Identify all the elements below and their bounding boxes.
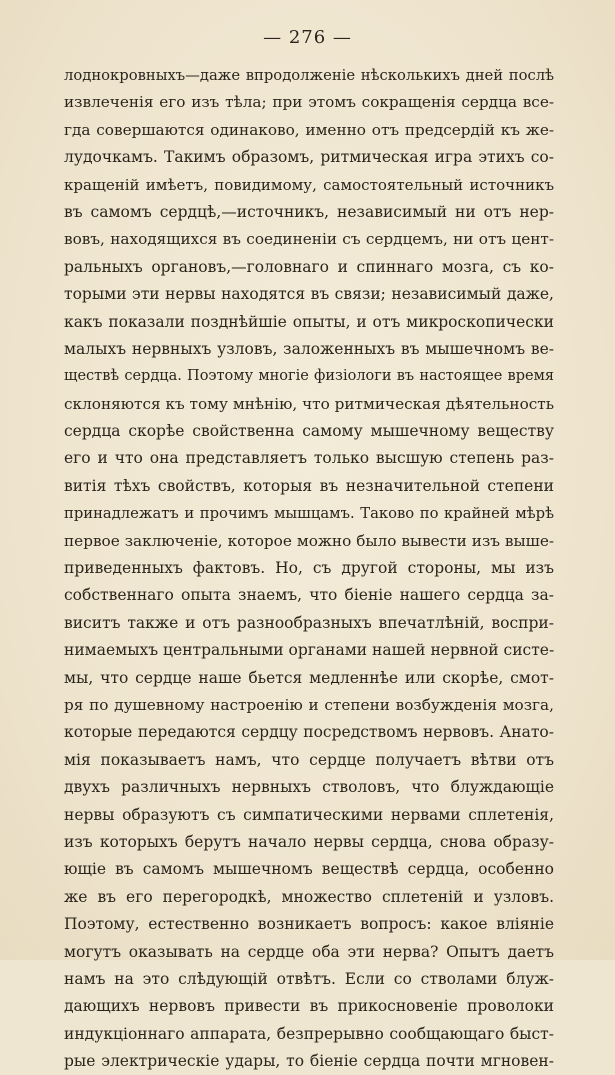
body-text [64,62,554,1075]
text-line: могутъ оказывать на сердце оба эти нерва? Опытъ даетъ [64,942,554,961]
text-line: ющіе въ самомъ мышечномъ веществѣ сердца, особенно [64,860,554,879]
text-line: же въ его перегородкѣ, множество сплетеній и узловъ. [64,887,554,906]
text-line: лудочкамъ. Такимъ образомъ, ритмическая игра этихъ со- [64,148,554,167]
text-line: ществѣ сердца. Поэтому многіе физіологи въ настоящее время [64,368,554,385]
text-line: какъ показали позднѣйшіе опыты, и отъ микроскопически [64,312,554,331]
text-line: въ самомъ сердцѣ,—источникъ, независимый ни отъ нер- [64,202,554,221]
text-line: первое заключеніе, которое можно было вывести изъ выше- [64,531,554,550]
text-line: принадлежатъ и прочимъ мышцамъ. Таково по крайней мѣрѣ [64,505,554,523]
text-line: рые электрическіе удары, то біеніе сердца почти мгновен- [64,1052,554,1071]
text-line: индукціоннаго аппарата, безпрерывно сообщающаго быст- [64,1024,554,1043]
text-line: собственнаго опыта знаемъ, что біеніе нашего сердца за- [64,586,554,605]
text-line: витія тѣхъ свойствъ, которыя въ незначительной степени [64,476,554,495]
page-number: — 276 — [263,27,352,48]
text-line: приведенныхъ фактовъ. Но, съ другой стороны, мы изъ [64,559,554,578]
text-line: которые передаются сердцу посредствомъ нервовъ. Анато- [64,723,554,742]
text-line: вовъ, находящихся въ соединеніи съ сердцемъ, ни отъ цент- [64,230,554,249]
text-line: ральныхъ органовъ,—головнаго и спиннаго мозга, съ ко- [64,257,554,276]
text-line: изъ которыхъ берутъ начало нервы сердца, снова образу- [64,832,554,851]
text-line: склоняются къ тому мнѣнію, что ритмическая дѣятельность [64,394,555,413]
text-line: нервы образуютъ съ симпатическими нервами сплетенія, [64,805,554,824]
text-line: виситъ также и отъ разнообразныхъ впечатлѣній, воспри- [64,613,554,632]
text-line: намъ на это слѣдующій отвѣтъ. Если со стволами блуж- [64,969,554,988]
text-line: сердца скорѣе свойственна самому мышечному веществу [64,422,554,441]
text-line: двухъ различныхъ нервныхъ стволовъ, что блуждающіе [64,778,554,797]
text-line: торыми эти нервы находятся въ связи; независимый даже, [64,285,554,304]
text-line: мія показываетъ намъ, что сердце получаетъ вѣтви отъ [64,750,554,769]
text-line: малыхъ нервныхъ узловъ, заложенныхъ въ мышечномъ ве- [64,339,554,358]
text-line: мы, что сердце наше бьется медленнѣе или скорѣе, смот- [64,668,554,687]
text-line: лоднокровныхъ—даже впродолженіе нѣсколькихъ дней послѣ [64,67,554,84]
text-line: нимаемыхъ центральными органами нашей нервной систе- [64,641,555,660]
text-line: ря по душевному настроенію и степени возбужденія мозга, [64,695,554,714]
text-line: кращеній имѣетъ, повидимому, самостоятельный источникъ [64,175,554,194]
text-line: извлеченія его изъ тѣла; при этомъ сокращенія сердца все- [64,93,554,112]
text-line: дающихъ нервовъ привести въ прикосновеніе проволоки [64,997,554,1016]
text-line: его и что она представляетъ только высшую степень раз- [64,449,554,468]
text-line: гда совершаются одинаково, именно отъ предсердій къ же- [64,120,554,139]
text-line: Поэтому, естественно возникаетъ вопросъ: какое вліяніе [64,915,554,934]
